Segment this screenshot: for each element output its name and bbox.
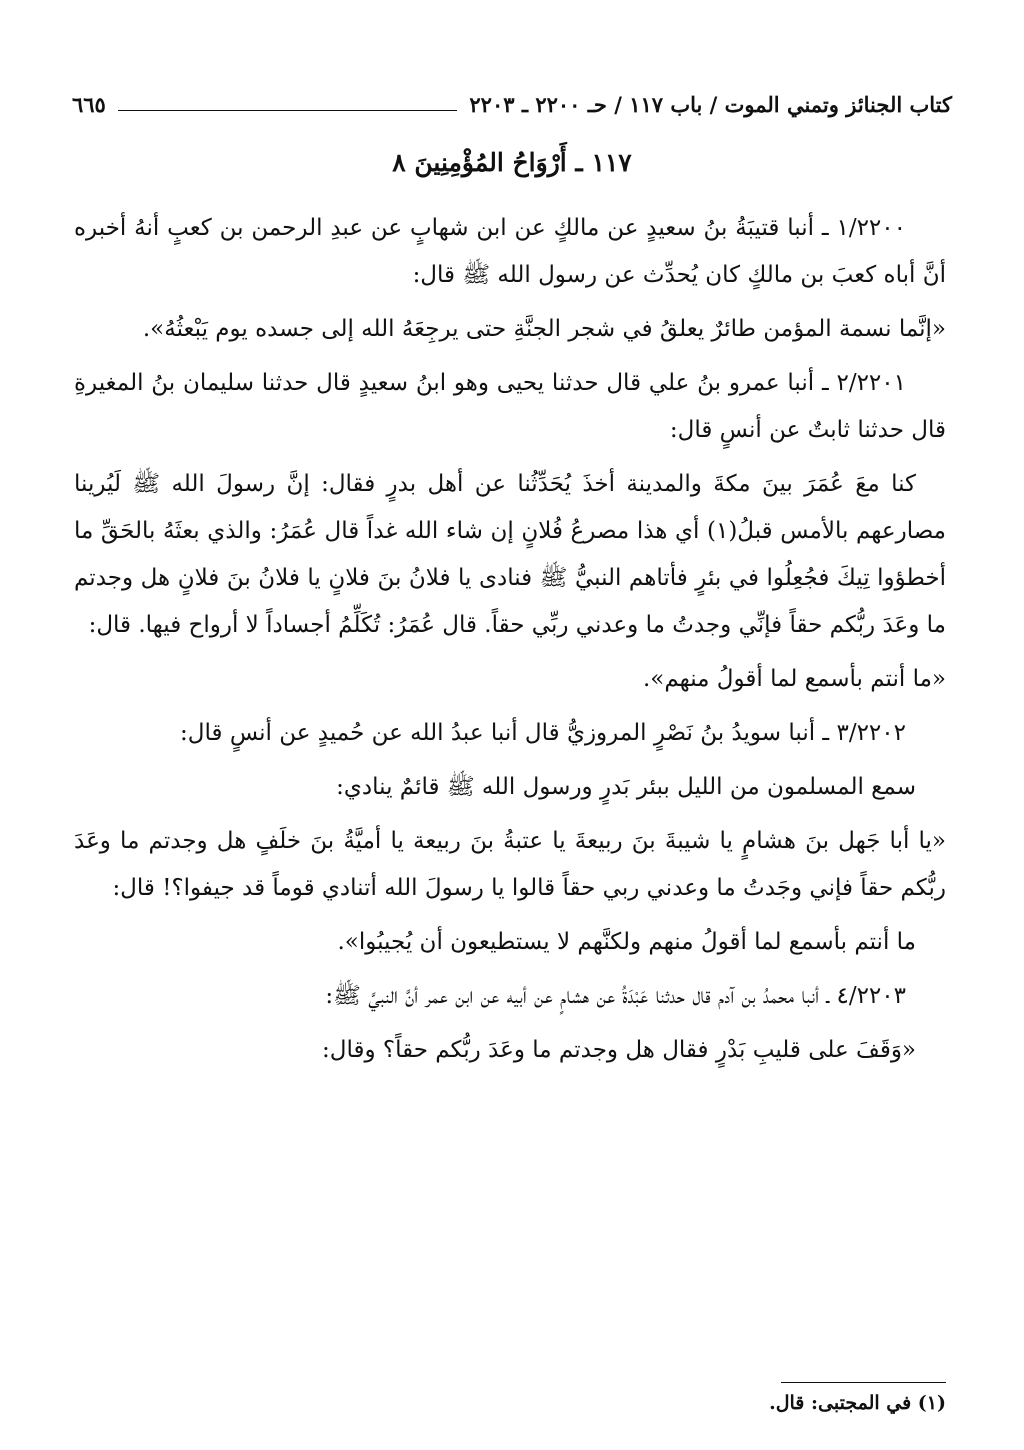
hadith-2202-text: «يا أبا جَهل بنَ هشامٍ يا شيبةَ بنَ ربيعةَ يا عتبةُ بنَ ربيعة يا أميَّةُ بنَ خلَفٍ هل وجدتم ما وعَدَ ربُّكم حقاً فإني وجَدتُ ما وعدني ربي حقاً قالوا يا رسولَ الله أتنادي قوماً قد جيفوا؟! قال: <box>74 828 946 901</box>
chapter-title: ١١٧ ـ أَرْوَاحُ المُؤْمِنِينَ ٨ <box>392 148 632 177</box>
hadith-2202-intro: سمع المسلمون من الليل ببئر بَدرٍ ورسول الله ﷺ قائمٌ ينادي: <box>336 774 916 800</box>
footnote-rule <box>781 1382 946 1383</box>
running-header <box>72 86 952 122</box>
hadith-2201-text: كنا معَ عُمَرَ بينَ مكةَ والمدينة أخذَ يُحَدِّثُنا عن أهل بدرٍ فقال: إنَّ رسولَ الله ﷺ لَيُرينا مصارعهم بالأمس قبلُ(١) أي هذا مصرعُ فُلانٍ إن شاء الله غداً قال عُمَرُ: والذي بعثَهُ بالحَقِّ ما أخطؤوا تِيكَ فجُعِلُوا في بئرٍ فأتاهم النبيُّ ﷺ فنادى يا فلانُ بنَ فلانٍ يا فلانُ بنَ فلانٍ هل وجدتم ما وعَدَ ربُّكم حقاً فإنِّي وجدتُ ما وعدني ربِّي حقاً. قال عُمَرُ: تُكَلِّمُ أجساداً لا أرواح فيها. قال: <box>74 471 946 638</box>
hadith-2203-chain: ٤/٢٢٠٣ ـ أنبا محمدُ بن آدم قال حدثنا عَبْدَةُ عن هشامٍ عن أبيه عن ابن عمر أنَّ النبيَّ ﷺ: <box>325 983 906 1009</box>
body-text <box>74 205 946 1081</box>
header-rule <box>118 110 458 111</box>
hadith-2200-text: «إنَّما نسمة المؤمن طائرٌ يعلقُ في شجر الجنَّةِ حتى يرجِعَهُ الله إلى جسده يوم يَبْعثُهُ». <box>142 316 946 342</box>
header-title: كتاب الجنائز وتمني الموت / باب ١١٧ / حـ ٢٢٠٠ ـ ٢٢٠٣ <box>469 91 952 117</box>
hadith-2202-chain: ٣/٢٢٠٢ ـ أنبا سويدُ بنُ نَصْرٍ المروزيُّ قال أنبا عبدُ الله عن حُميدٍ عن أنسٍ قال: <box>180 720 906 746</box>
hadith-2201-chain: ٢/٢٢٠١ ـ أنبا عمرو بنُ علي قال حدثنا يحيى وهو ابنُ سعيدٍ قال حدثنا سليمان بنُ المغيرةِ قال حدثنا ثابتٌ عن أنسٍ قال: <box>74 370 946 443</box>
hadith-2203-text: «وَقَفَ على قليبِ بَدْرٍ فقال هل وجدتم ما وعَدَ ربُّكم حقاً؟ وقال: <box>321 1037 916 1063</box>
hadith-2202-quote: ما أنتم بأسمع لما أقولُ منهم ولكنَّهم لا يستطيعون أن يُجيبُوا». <box>337 929 916 955</box>
footnote: (١) في المجتبى: قال. <box>769 1392 946 1414</box>
page-number: ٦٦٥ <box>72 91 106 117</box>
hadith-2201-quote: «ما أنتم بأسمع لما أقولُ منهم». <box>642 666 946 692</box>
hadith-2200-chain: ١/٢٢٠٠ ـ أنبا قتيبَةُ بنُ سعيدٍ عن مالكٍ عن ابن شهابٍ عن عبدِ الرحمن بن كعبٍ أنهُ أخبره أنَّ أباه كعبَ بن مالكٍ كان يُحدِّث عن رسول الله ﷺ قال: <box>74 215 946 288</box>
